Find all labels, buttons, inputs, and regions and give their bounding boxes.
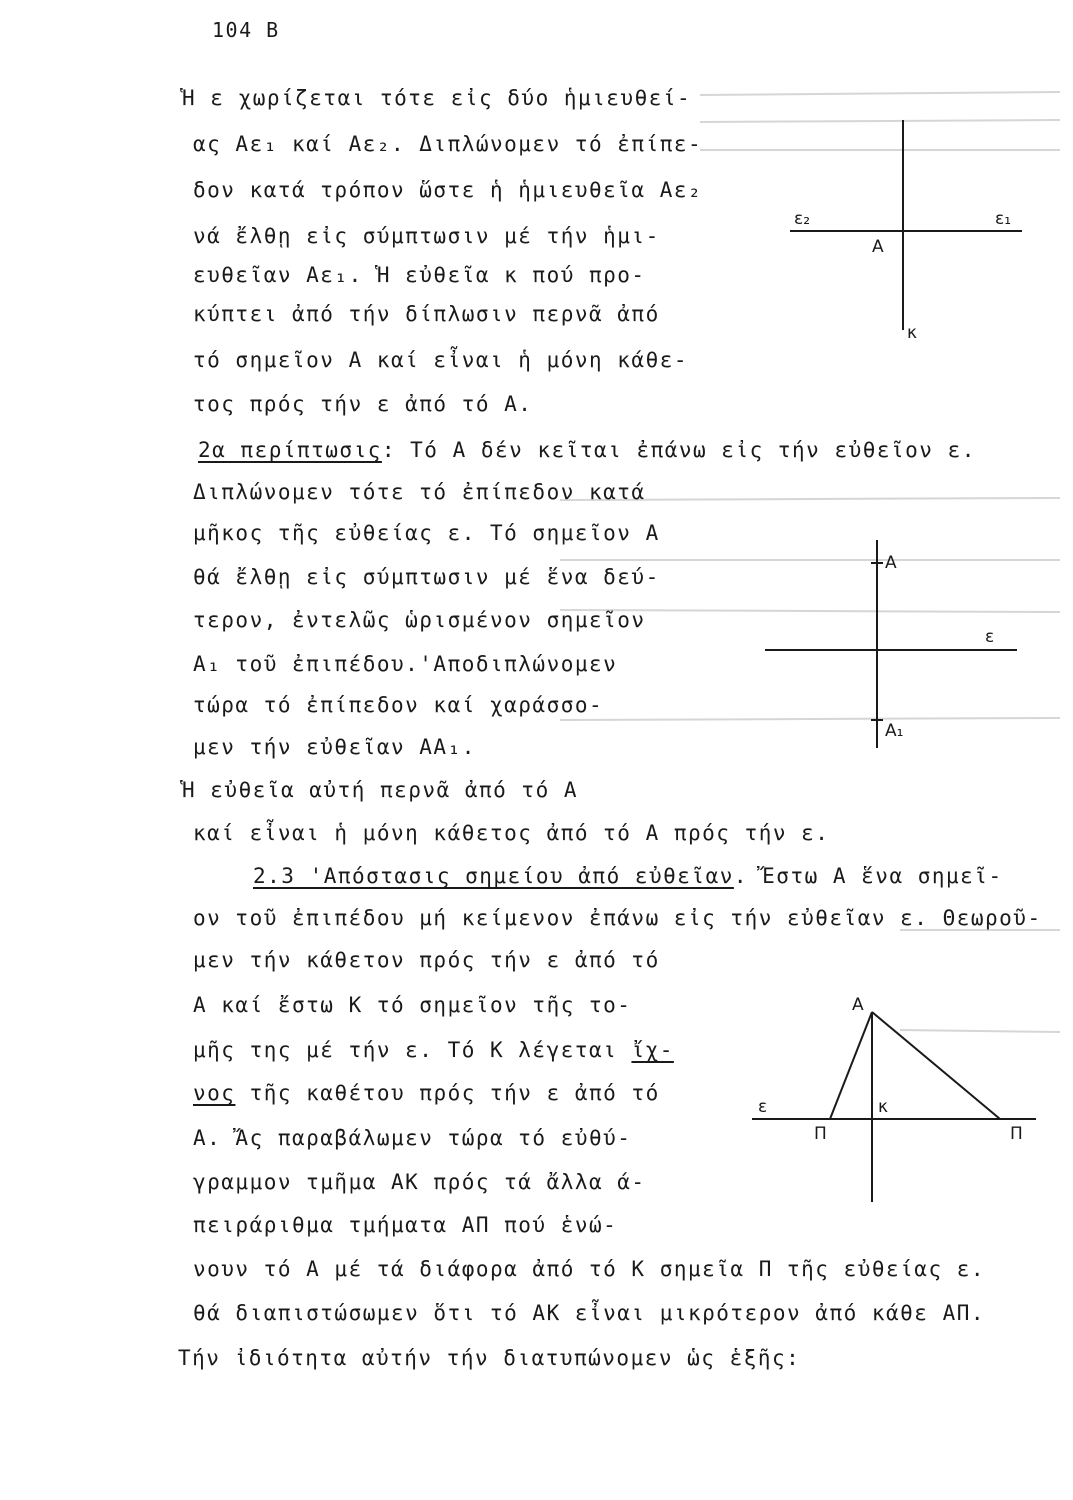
text-line: θά διαπιστώσωμεν ὅτι τό ΑΚ εἶναι μικρότερον ἀπό κάθε ΑΠ.: [193, 1301, 986, 1325]
text-line: νά ἔλθῃ εἰς σύμπτωσιν μέ τήν ἡμι-: [193, 224, 660, 248]
text-segment: μῆς της μέ τήν ε. Τό Κ λέγεται: [193, 1038, 632, 1062]
text-line: τος πρός τήν ε ἀπό τό Α.: [193, 392, 533, 416]
text-segment: τῆς καθέτου πρός τήν ε ἀπό τό: [235, 1081, 660, 1105]
text-line: Α₁ τοῦ ἐπιπέδου.'Αποδιπλώνομεν: [193, 652, 618, 676]
text-line: [193, 1083, 660, 1104]
text-line: καί εἶναι ἡ μόνη κάθετος ἀπό τό Α πρός τήν ε.: [193, 821, 830, 845]
text-line: τώρα τό ἐπίπεδον καί χαράσσο-: [193, 693, 604, 717]
text-line: γραμμον τμῆμα ΑΚ πρός τά ἄλλα ά-: [193, 1170, 646, 1194]
label-e1: ε₁: [995, 209, 1012, 229]
text-line: Α καί ἔστω Κ τό σημεῖον τῆς το-: [193, 993, 632, 1017]
label-point-a: Α: [852, 995, 864, 1015]
label-point-p2: Π: [1010, 1124, 1023, 1144]
label-point-a: Α: [885, 553, 897, 573]
figure-fold-point-reflection: [765, 530, 1025, 760]
text-line: νουν τό Α μέ τά διάφορα ἀπό τό Κ σημεῖα Π τῆς εὐθείας ε.: [193, 1257, 986, 1281]
text-line: μεν τήν εὐθεῖαν ΑΑ₁.: [193, 735, 476, 759]
figure-point-line-distance: [752, 992, 1042, 1212]
text-line: Ἡ εὐθεῖα αὐτή περνᾶ ἀπό τό Α: [182, 778, 579, 802]
text-line: δον κατά τρόπον ὥστε ἡ ἡμιευθεῖα Αε₂: [193, 178, 703, 202]
text-line: τό σημεῖον Α καί εἶναι ἡ μόνη κάθε-: [193, 348, 689, 372]
text-line: Τήν ἰδιότητα αὐτήν τήν διατυπώνομεν ὡς ἑξῆς:: [178, 1346, 801, 1370]
label-line-e: ε: [758, 1097, 768, 1117]
label-e2: ε₂: [794, 209, 811, 229]
term-underlined: νος: [193, 1081, 236, 1105]
term-underlined: ἴχ-: [631, 1038, 674, 1062]
case-heading-rest: : Τό Α δέν κεῖται ἐπάνω εἰς τήν εὐθεῖον ε.: [381, 438, 976, 462]
label-line-e: ε: [985, 627, 995, 647]
text-line: Ἡ ε χωρίζεται τότε εἰς δύο ἡμιευθεί-: [182, 86, 692, 110]
section-heading-line: [253, 866, 1003, 887]
case-heading-line: [198, 440, 976, 461]
text-line: μεν τήν κάθετον πρός τήν ε ἀπό τό: [193, 948, 660, 972]
text-line: Διπλώνομεν τότε τό ἐπίπεδον κατά: [193, 480, 646, 504]
case-heading: 2α περίπτωσις: [198, 438, 382, 462]
label-point-p1: Π: [814, 1124, 827, 1144]
figure-perpendicular-through-point: [790, 120, 1030, 350]
text-line: θά ἔλθῃ εἰς σύμπτωσιν μέ ἕνα δεύ-: [193, 565, 660, 589]
section-heading-rest: . Ἔστω Α ἕνα σημεῖ-: [733, 864, 1003, 888]
label-point-a1: Α₁: [885, 721, 904, 741]
text-line: τερον, ἐντελῶς ὡρισμένον σημεῖον: [193, 608, 646, 632]
text-line: ευθεῖαν Αε₁. Ἡ εὐθεῖα κ πού προ-: [193, 263, 646, 287]
label-foot-k: κ: [878, 1097, 889, 1117]
label-point-a: Α: [872, 237, 884, 257]
text-line: πειράριθμα τμήματα ΑΠ πού ἑνώ-: [193, 1213, 618, 1237]
text-line: ον τοῦ ἐπιπέδου μή κείμενον ἐπάνω εἰς τήν εὐθεῖαν ε. Θεωροῦ-: [193, 906, 1042, 930]
text-line: Α. Ἄς παραβάλωμεν τώρα τό εὐθύ-: [193, 1126, 632, 1150]
section-heading: 2.3 'Απόστασις σημείου ἀπό εὐθεῖαν: [253, 864, 734, 888]
label-k: κ: [907, 323, 918, 343]
text-line: κύπτει ἀπό τήν δίπλωσιν περνᾶ ἀπό: [193, 302, 660, 326]
text-line: [193, 1040, 674, 1061]
text-line: ας Αε₁ καί Αε₂. Διπλώνομεν τό ἐπίπε-: [193, 132, 703, 156]
segment-ap-near: [830, 1012, 872, 1119]
segment-ap-far: [872, 1012, 1000, 1119]
page-header: 104 Β: [212, 18, 280, 42]
text-line: μῆκος τῆς εὐθείας ε. Τό σημεῖον Α: [193, 521, 660, 545]
